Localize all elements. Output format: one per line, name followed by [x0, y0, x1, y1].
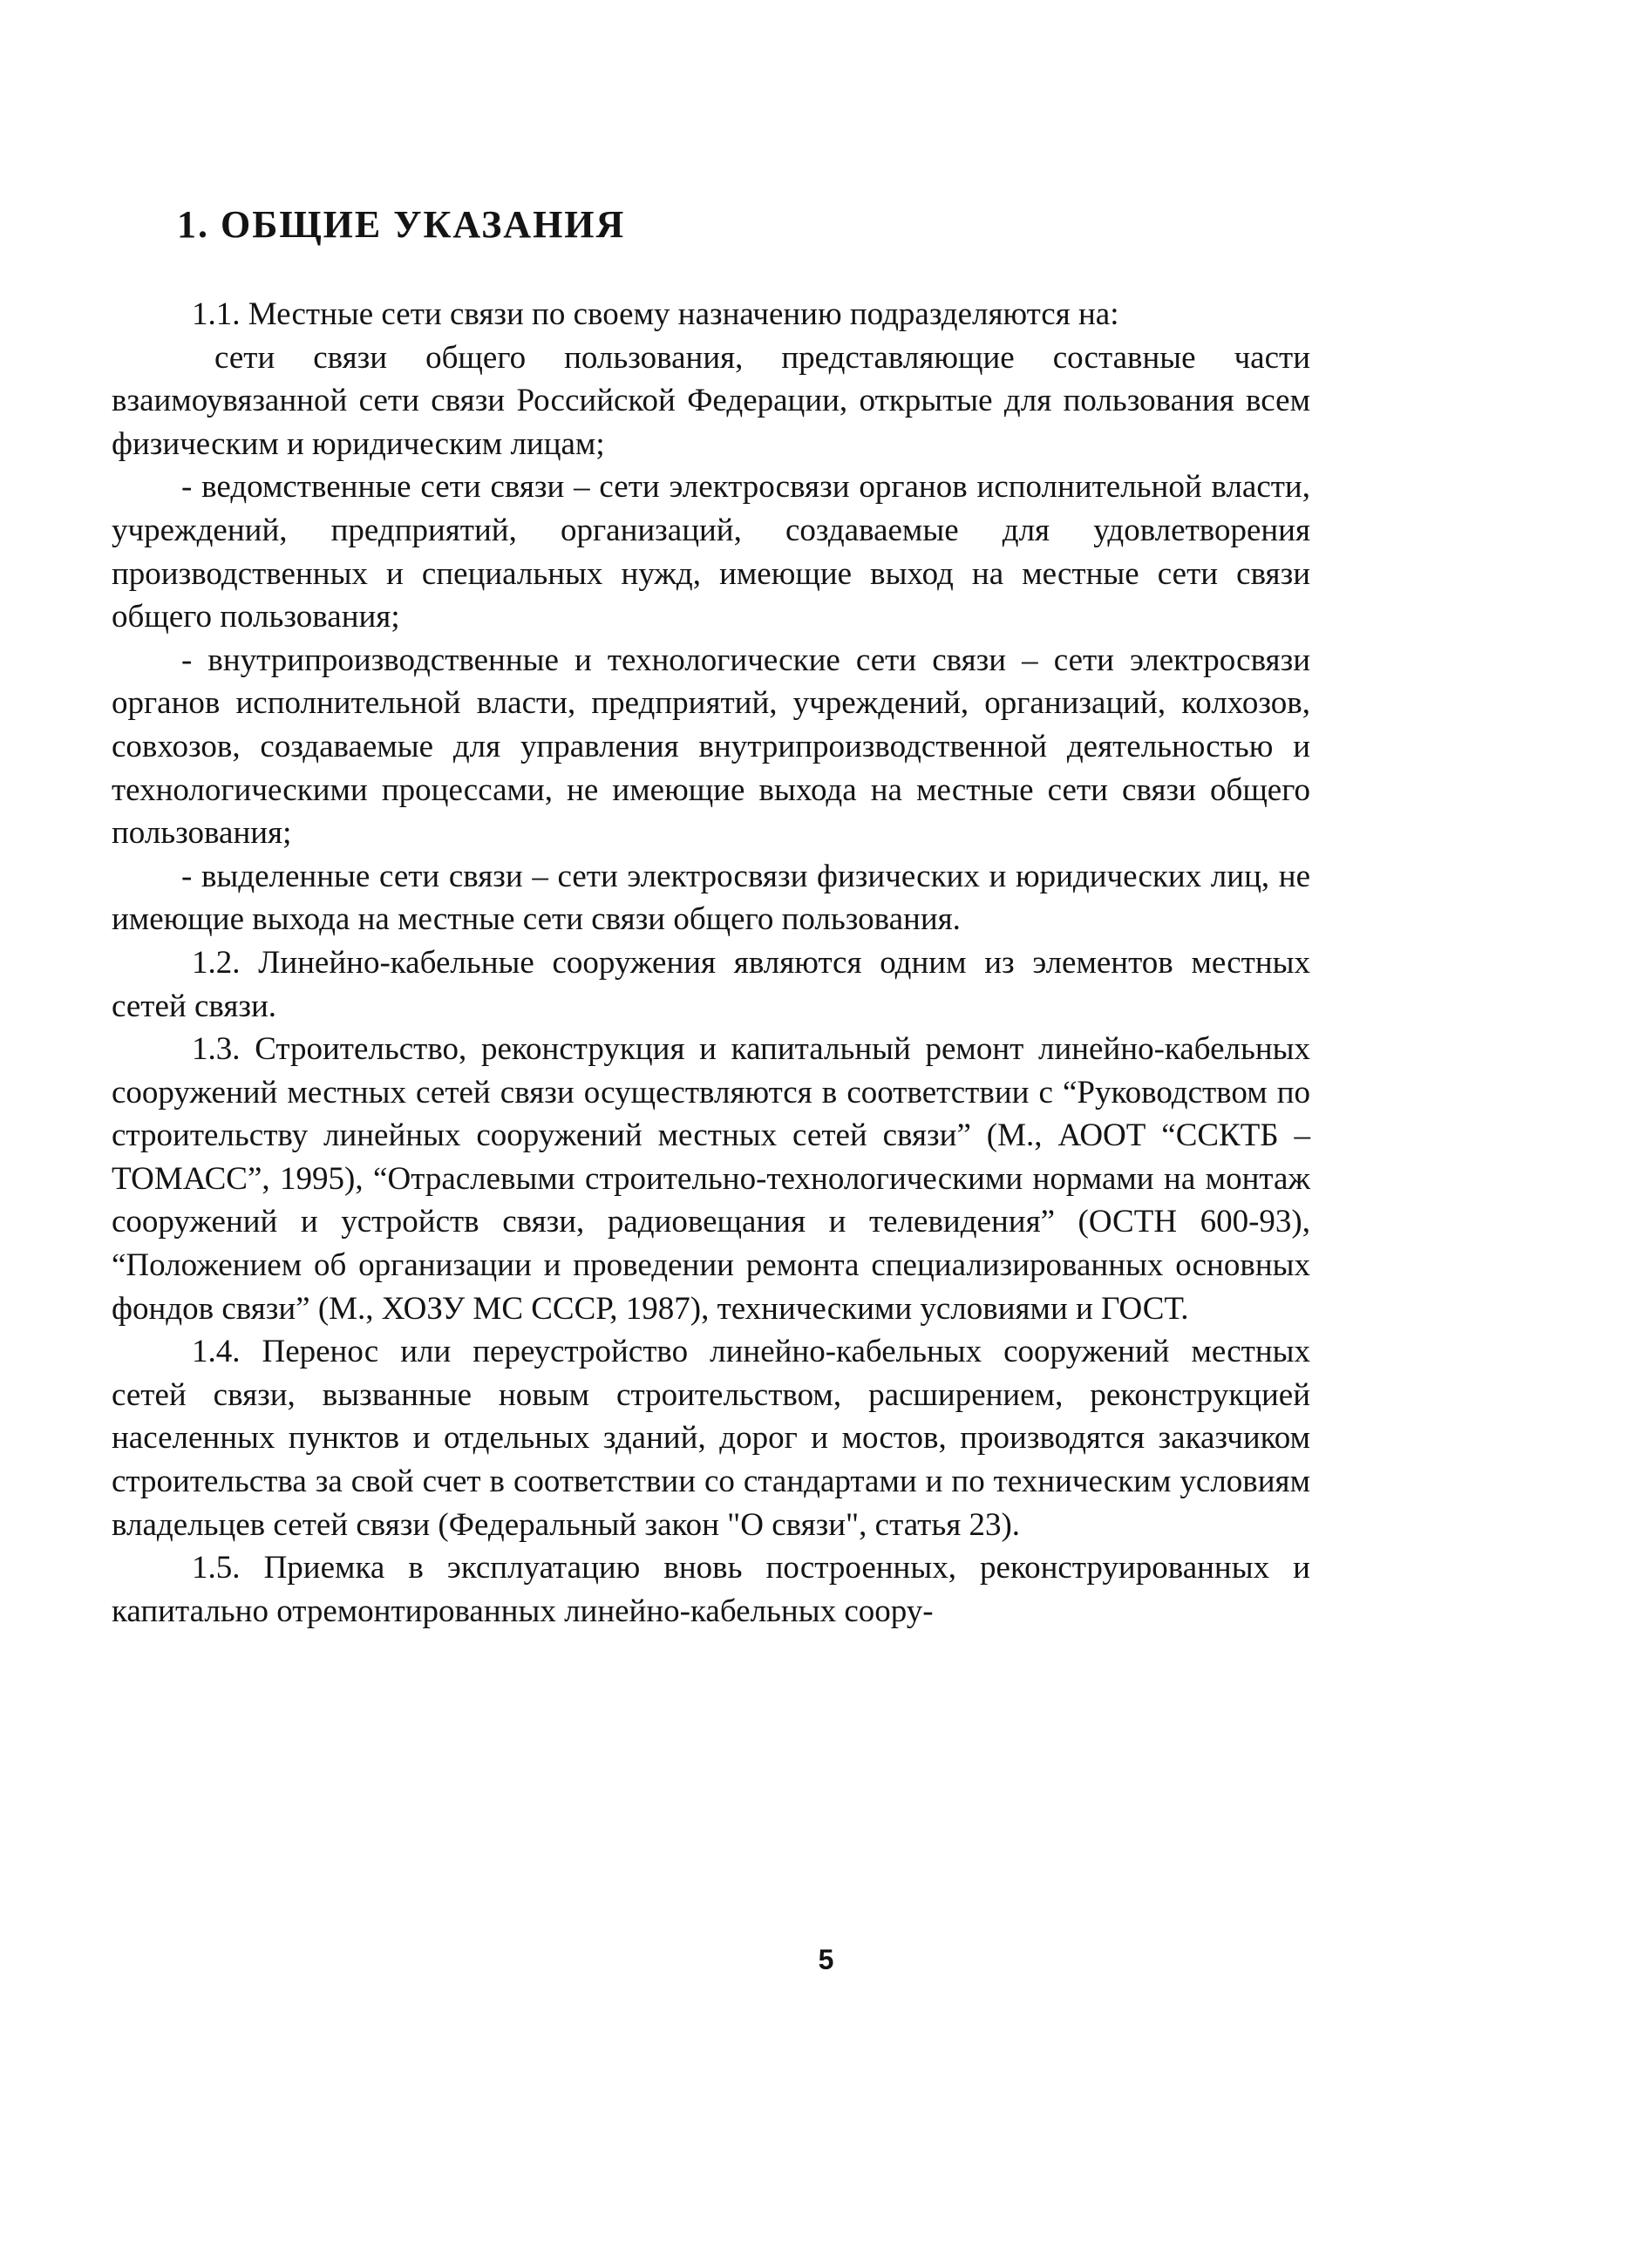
list-item-internal-networks: - внутрипроизводственные и технологические сети связи – сети электросвязи органов исполнительной власти, предприятий, учреждений, организаций, колхозов, совхозов, создаваемые для управления внутрипроизводственной деятельностью и технологическими процессами, не имеющие выхода на местные сети связи общего пользования; [112, 642, 1310, 852]
paragraph-1-3: 1.3. Строительство, реконструкция и капитальный ремонт линейно-кабельных сооружений местных сетей связи осуществляются в соответствии с “Руководством по строительству линейных сооружений местных сетей связи” (М., АООТ “ССКТБ – ТОМАСС”, 1995), “Отраслевыми строительно-технологическими нормами на монтаж сооружений и устройств связи, радиовещания и телевидения” (ОСТН 600-93), “Положением об организации и проведении ремонта специализированных основных фондов связи” (М., ХОЗУ МС СССР, 1987), техническими условиями и ГОСТ. [112, 1031, 1310, 1327]
section-heading: 1. ОБЩИЕ УКАЗАНИЯ [177, 203, 626, 246]
list-item-dedicated-networks: - выделенные сети связи – сети электросвязи физических и юридических лиц, не имеющие выхода на местные сети связи общего пользования. [112, 858, 1310, 938]
paragraph-1-2: 1.2. Линейно-кабельные сооружения являются одним из элементов местных сетей связи. [112, 944, 1310, 1024]
paragraph-1-4: 1.4. Перенос или переустройство линейно-кабельных сооружений местных сетей связи, вызванные новым строительством, расширением, реконструкцией населенных пунктов и отдельных зданий, дорог и мостов, производятся заказчиком строительства за свой счет в соответствии со стандартами и по техническим условиям владельцев сетей связи (Федеральный закон "О связи", статья 23). [112, 1334, 1310, 1543]
paragraph-1-1: 1.1. Местные сети связи по своему назначению подразделяются на: [192, 296, 1119, 332]
list-item-public-networks: сети связи общего пользования, представляющие составные части взаимоувязанной сети связи Российской Федерации, открытые для пользования всем физическим и юридическим лицам; [112, 339, 1310, 462]
list-item-departmental-networks: - ведомственные сети связи – сети электросвязи органов исполнительной власти, учреждений, предприятий, организаций, создаваемые для удовлетворения производственных и специальных нужд, имеющие выход на местные сети связи общего пользования; [112, 469, 1310, 635]
section-body [112, 293, 1310, 1633]
page-number: 5 [818, 1944, 834, 1975]
paragraph-1-5: 1.5. Приемка в эксплуатацию вновь построенных, реконструированных и капитально отремонтированных линейно-кабельных соору- [112, 1550, 1310, 1629]
